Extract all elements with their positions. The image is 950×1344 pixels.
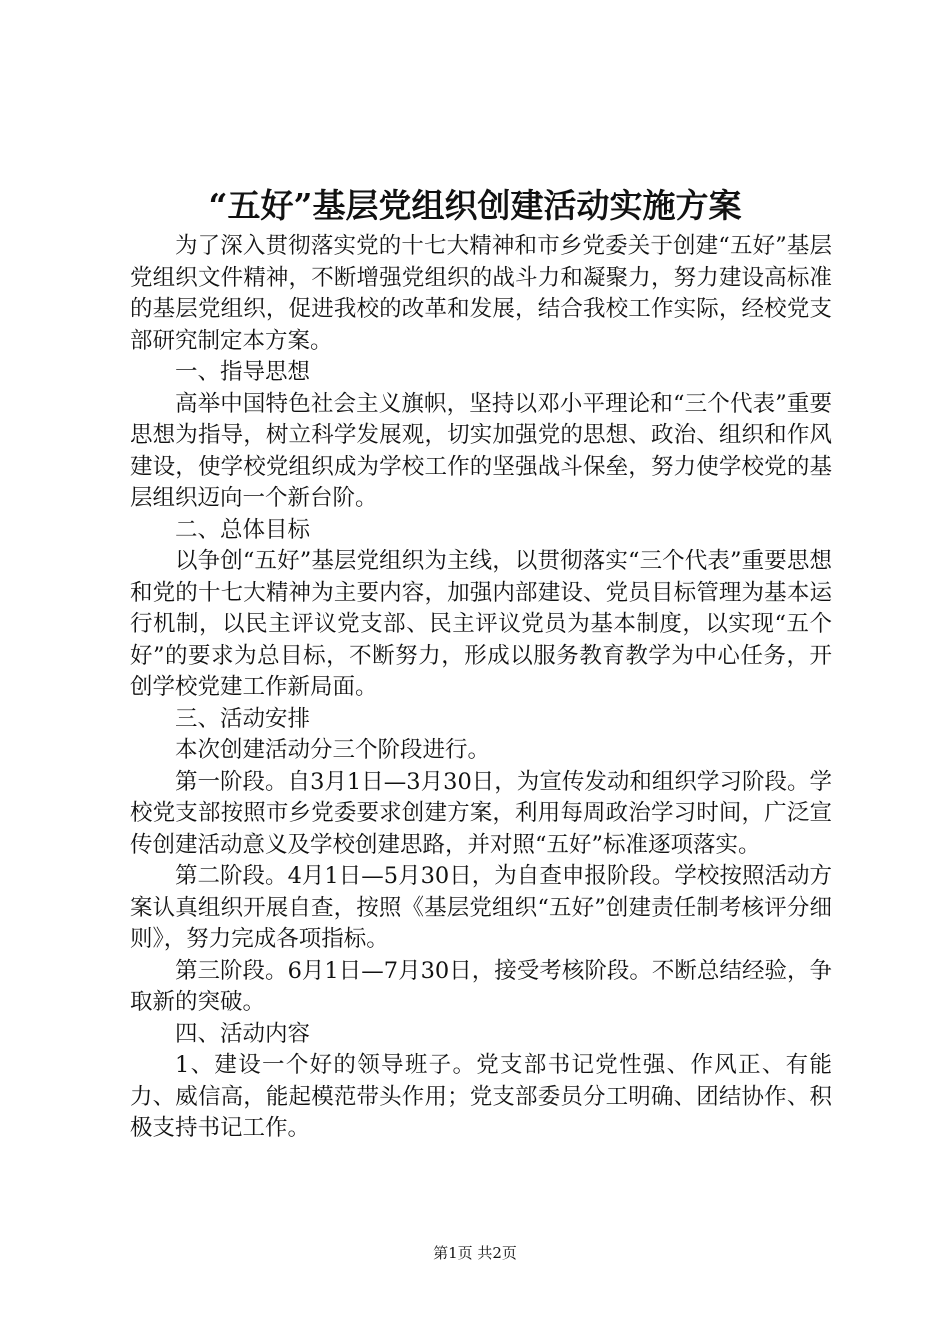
three-phases-paragraph: 本次创建活动分三个阶段进行。 — [175, 737, 491, 763]
phase-three-paragraph: 第三阶段。6月1日—7月30日，接受考核阶段。不断总结经验，争取新的突破。 — [130, 957, 832, 1015]
section-heading-overall-goal: 二、总体目标 — [175, 516, 311, 543]
document-body — [130, 231, 832, 1145]
guiding-ideology-paragraph: 高举中国特色社会主义旗帜，坚持以邓小平理论和“三个代表”重要思想为指导，树立科学发展观，切实加强党的思想、政治、组织和作风建设，使学校党组织成为学校工作的坚强战斗保垒，努力使学校党的基层组织迈向一个新台阶。 — [130, 390, 832, 511]
page-footer: 第1页 共2页 — [433, 1244, 517, 1262]
phase-two-paragraph: 第二阶段。4月1日—5月30日，为自查申报阶段。学校按照活动方案认真组织开展自查，按照《基层党组织“五好”创建责任制考核评分细则》，努力完成各项指标。 — [130, 863, 832, 952]
content-item-1-paragraph: 1、建设一个好的领导班子。党支部书记党性强、作风正、有能力、威信高，能起模范带头作用；党支部委员分工明确、团结协作、积极支持书记工作。 — [130, 1052, 832, 1141]
section-heading-activity-content: 四、活动内容 — [175, 1020, 311, 1047]
phase-one-paragraph: 第一阶段。自3月1日—3月30日，为宣传发动和组织学习阶段。学校党支部按照市乡党委要求创建方案，利用每周政治学习时间，广泛宣传创建活动意义及学校创建思路，并对照“五好”标准逐项落实。 — [130, 768, 832, 858]
intro-paragraph: 为了深入贯彻落实党的十七大精神和市乡党委关于创建“五好”基层党组织文件精神，不断增强党组织的战斗力和凝聚力，努力建设高标准的基层党组织，促进我校的改革和发展，结合我校工作实际，经校党支部研究制定本方案。 — [130, 233, 832, 354]
overall-goal-paragraph: 以争创“五好”基层党组织为主线，以贯彻落实“三个代表”重要思想和党的十七大精神为主要内容，加强内部建设、党员目标管理为基本运行机制，以民主评议党支部、民主评议党员为基本制度，以实现“五个好”的要求为总目标，不断努力，形成以服务教育教学为中心任务，开创学校党建工作新局面。 — [130, 548, 832, 700]
section-heading-guiding-ideology: 一、指导思想 — [175, 359, 311, 385]
section-heading-activity-arrangement: 三、活动安排 — [175, 705, 311, 732]
document-title: “五好”基层党组织创建活动实施方案 — [208, 186, 742, 225]
